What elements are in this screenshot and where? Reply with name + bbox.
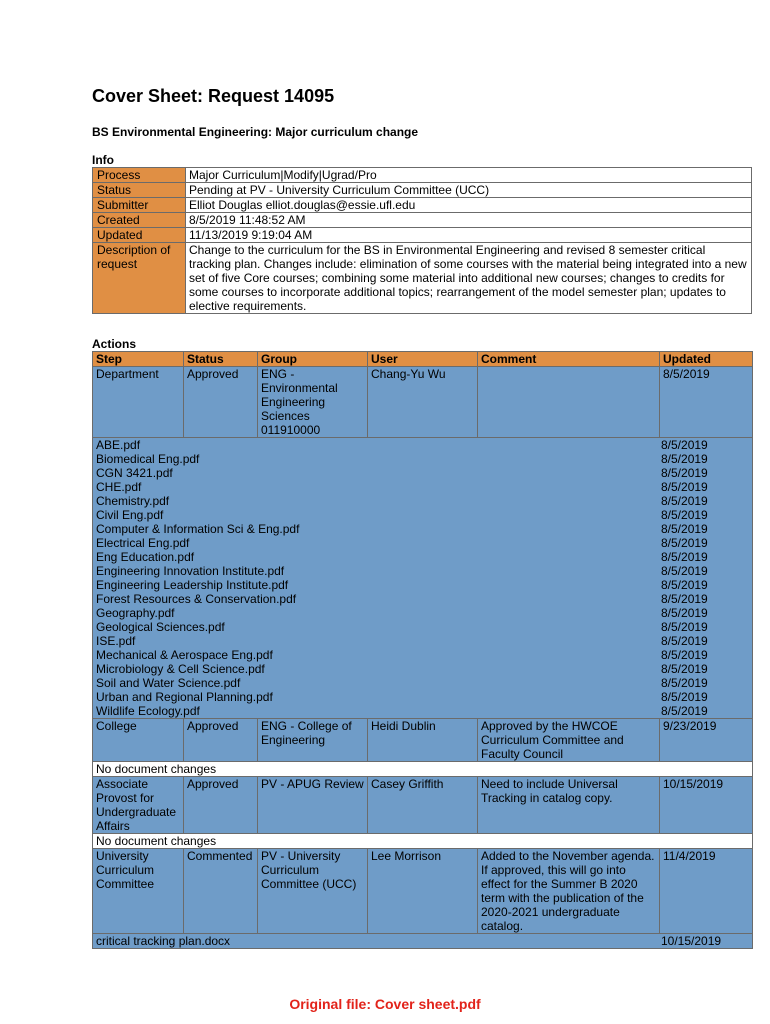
action-step-row: [93, 849, 753, 934]
document-date: 8/5/2019: [661, 466, 708, 480]
action-updated: 9/23/2019: [660, 719, 753, 762]
document-date: 8/5/2019: [661, 648, 708, 662]
document-date: 8/5/2019: [661, 452, 708, 466]
document-date: 8/5/2019: [661, 536, 708, 550]
action-comment: Need to include Universal Tracking in catalog copy.: [478, 777, 660, 834]
document-list: [96, 934, 749, 948]
action-step-row: [93, 719, 753, 762]
document-list: [96, 438, 749, 718]
header-status: Status: [184, 352, 258, 367]
document-date: 8/5/2019: [661, 438, 708, 452]
header-group: Group: [258, 352, 368, 367]
header-step: Step: [93, 352, 184, 367]
document-date: 8/5/2019: [661, 704, 708, 718]
info-section-label: Info: [92, 153, 114, 167]
page-subtitle: BS Environmental Engineering: Major curriculum change: [92, 125, 419, 139]
note-row: [93, 834, 753, 849]
document-link[interactable]: Engineering Innovation Institute.pdf: [96, 564, 285, 578]
action-status: Approved: [184, 777, 258, 834]
action-step: College: [93, 719, 184, 762]
document-link[interactable]: critical tracking plan.docx: [96, 934, 231, 948]
documents-cell: [93, 438, 753, 719]
action-status: Approved: [184, 367, 258, 438]
action-group: PV - APUG Review: [258, 777, 368, 834]
info-value: Elliot Douglas elliot.douglas@essie.ufl.edu: [186, 198, 752, 213]
header-user: User: [368, 352, 478, 367]
document-date: 8/5/2019: [661, 480, 708, 494]
action-user: Casey Griffith: [368, 777, 478, 834]
info-row: [93, 243, 752, 314]
document-link[interactable]: Chemistry.pdf: [96, 494, 170, 508]
action-status: Commented: [184, 849, 258, 934]
original-file-footer: Original file: Cover sheet.pdf: [289, 996, 481, 1012]
document-date: 8/5/2019: [661, 676, 708, 690]
action-user: Chang-Yu Wu: [368, 367, 478, 438]
actions-header-row: [93, 352, 753, 367]
info-key: Status: [93, 183, 186, 198]
no-document-changes-note: No document changes: [93, 834, 753, 849]
document-link[interactable]: Soil and Water Science.pdf: [96, 676, 241, 690]
document-link[interactable]: Eng Education.pdf: [96, 550, 195, 564]
info-value: Pending at PV - University Curriculum Committee (UCC): [186, 183, 752, 198]
document-dates: [661, 438, 749, 718]
info-row: [93, 168, 752, 183]
page-title: Cover Sheet: Request 14095: [92, 86, 335, 106]
document-date: 8/5/2019: [661, 508, 708, 522]
document-link[interactable]: Geography.pdf: [96, 606, 175, 620]
info-row: [93, 198, 752, 213]
action-group: ENG - College of Engineering: [258, 719, 368, 762]
document-link[interactable]: Biomedical Eng.pdf: [96, 452, 200, 466]
document-date: 8/5/2019: [661, 620, 708, 634]
info-row: [93, 228, 752, 243]
action-step-row: [93, 777, 753, 834]
document-date: 8/5/2019: [661, 578, 708, 592]
document-link[interactable]: Urban and Regional Planning.pdf: [96, 690, 273, 704]
document-link[interactable]: Mechanical & Aerospace Eng.pdf: [96, 648, 273, 662]
document-link[interactable]: Computer & Information Sci & Eng.pdf: [96, 522, 300, 536]
action-status: Approved: [184, 719, 258, 762]
document-date: 8/5/2019: [661, 550, 708, 564]
document-link[interactable]: Forest Resources & Conservation.pdf: [96, 592, 297, 606]
documents-cell: [93, 934, 753, 949]
header-updated: Updated: [660, 352, 753, 367]
document-date: 8/5/2019: [661, 494, 708, 508]
action-group: ENG - Environmental Engineering Sciences 011910000: [258, 367, 368, 438]
document-link[interactable]: Engineering Leadership Institute.pdf: [96, 578, 289, 592]
document-link[interactable]: Wildlife Ecology.pdf: [96, 704, 200, 718]
documents-row: [93, 934, 753, 949]
info-row: [93, 183, 752, 198]
info-value: Major Curriculum|Modify|Ugrad/Pro: [186, 168, 752, 183]
document-link[interactable]: Microbiology & Cell Science.pdf: [96, 662, 265, 676]
info-value: 11/13/2019 9:19:04 AM: [186, 228, 752, 243]
document-names: [96, 438, 299, 718]
info-key: Description of request: [93, 243, 186, 314]
info-row: [93, 213, 752, 228]
document-date: 8/5/2019: [661, 522, 708, 536]
action-step: Associate Provost for Undergraduate Affairs: [93, 777, 184, 834]
action-updated: 10/15/2019: [660, 777, 753, 834]
no-document-changes-note: No document changes: [93, 762, 753, 777]
document-date: 8/5/2019: [661, 592, 708, 606]
action-user: Heidi Dublin: [368, 719, 478, 762]
info-key: Submitter: [93, 198, 186, 213]
info-key: Updated: [93, 228, 186, 243]
action-comment: [478, 367, 660, 438]
header-comment: Comment: [478, 352, 660, 367]
document-link[interactable]: CHE.pdf: [96, 480, 142, 494]
info-table: [92, 167, 752, 314]
action-step: Department: [93, 367, 184, 438]
document-dates: [661, 934, 749, 948]
document-link[interactable]: CGN 3421.pdf: [96, 466, 173, 480]
action-step-row: [93, 367, 753, 438]
info-key: Process: [93, 168, 186, 183]
document-link[interactable]: Electrical Eng.pdf: [96, 536, 190, 550]
info-value: Change to the curriculum for the BS in Environmental Engineering and revised 8 semester critical tracking plan. Changes include: elimination of some courses with the material being integrated into a new set of five Core courses; combining some material into additional new courses; changes to credits for some courses to incorporate additional topics; rearrangement of the model semester plan; updates to elective requirements.: [186, 243, 752, 314]
document-date: 8/5/2019: [661, 690, 708, 704]
action-updated: 11/4/2019: [660, 849, 753, 934]
info-value: 8/5/2019 11:48:52 AM: [186, 213, 752, 228]
action-comment: Added to the November agenda. If approved, this will go into effect for the Summer B 2020 term with the publication of the 2020-2021 undergraduate catalog.: [478, 849, 660, 934]
document-date: 8/5/2019: [661, 634, 708, 648]
document-date: 10/15/2019: [661, 934, 722, 948]
actions-section-label: Actions: [92, 337, 137, 351]
action-user: Lee Morrison: [368, 849, 478, 934]
document-link[interactable]: ABE.pdf: [96, 438, 141, 452]
action-comment: Approved by the HWCOE Curriculum Committee and Faculty Council: [478, 719, 660, 762]
document-date: 8/5/2019: [661, 564, 708, 578]
info-key: Created: [93, 213, 186, 228]
action-updated: 8/5/2019: [660, 367, 753, 438]
action-step: University Curriculum Committee: [93, 849, 184, 934]
action-group: PV - University Curriculum Committee (UCC): [258, 849, 368, 934]
document-link[interactable]: Geological Sciences.pdf: [96, 620, 225, 634]
document-link[interactable]: Civil Eng.pdf: [96, 508, 164, 522]
note-row: [93, 762, 753, 777]
documents-row: [93, 438, 753, 719]
document-date: 8/5/2019: [661, 662, 708, 676]
document-date: 8/5/2019: [661, 606, 708, 620]
document-names: [96, 934, 230, 948]
actions-table: [92, 351, 753, 949]
document-link[interactable]: ISE.pdf: [96, 634, 136, 648]
